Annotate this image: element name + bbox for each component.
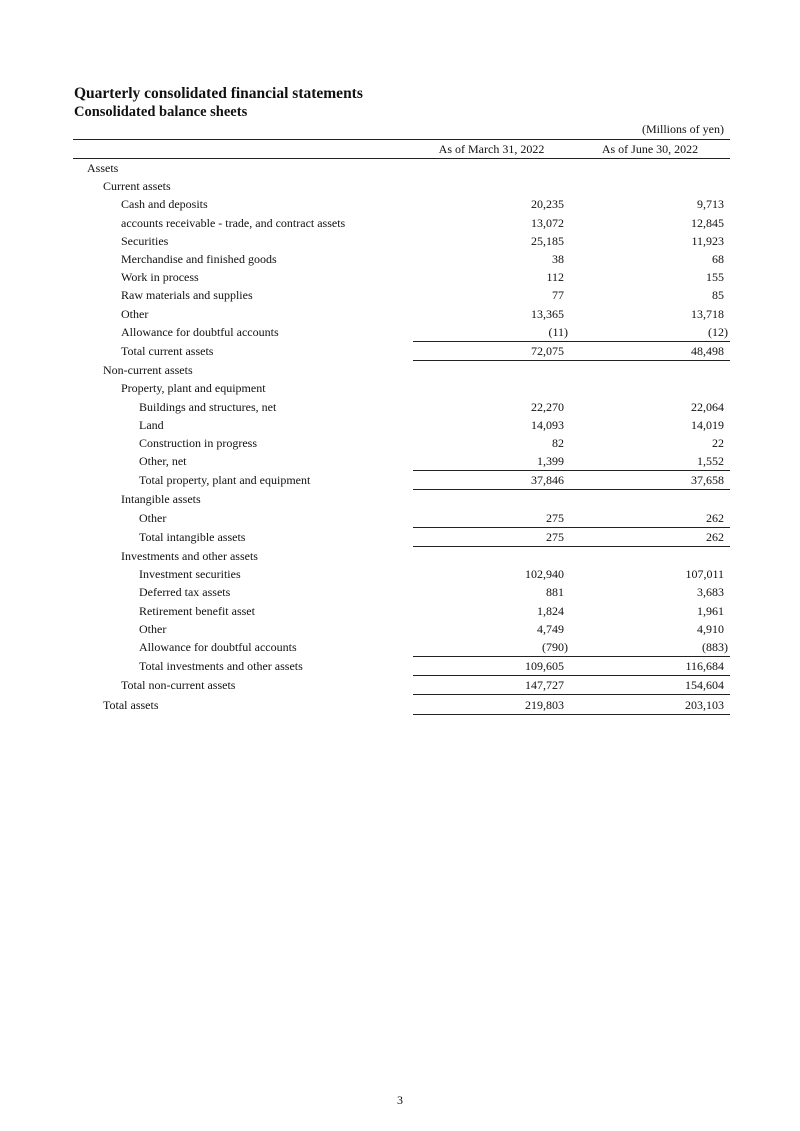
row-label: Total current assets [121,343,214,358]
value-june: 68 [712,252,724,267]
row-label: Non-current assets [103,362,193,377]
row-label: Securities [121,233,169,248]
row-label: Other [139,510,167,525]
table-row [73,602,730,620]
row-label: Deferred tax assets [139,585,231,600]
value-june: (883) [702,639,728,654]
value-march: 109,605 [413,657,570,676]
value-june: 13,718 [691,306,724,321]
value-june: 11,923 [691,233,724,248]
value-june: 12,845 [691,215,724,230]
table-row [73,638,730,657]
column-header-march-2022: As of March 31, 2022 [413,140,570,159]
table-row [73,159,730,178]
value-march [413,361,570,380]
table-row [73,452,730,471]
value-march: 102,940 [525,567,564,582]
value-june [570,361,730,380]
value-june: 14,019 [691,417,724,432]
value-june [570,379,730,397]
value-june: 4,910 [697,621,724,636]
value-june: 262 [706,510,724,525]
row-label: Cash and deposits [121,197,208,212]
row-label: Total non-current assets [121,678,236,693]
table-body [73,159,730,715]
table-row [73,620,730,638]
value-june: 107,011 [685,567,724,582]
row-label: Land [139,417,164,432]
table-row [73,195,730,213]
table-row [73,583,730,601]
row-label: Total intangible assets [139,529,246,544]
value-june [570,546,730,565]
unit-note: (Millions of yen) [642,122,724,136]
table-row [73,214,730,232]
table-row [73,676,730,695]
row-label: Total property, plant and equipment [139,473,311,488]
value-march: 77 [552,288,564,303]
value-june: 262 [570,527,730,546]
row-label: accounts receivable - trade, and contract assets [121,215,346,230]
balance-sheet-table-container [73,139,730,715]
row-label: Merchandise and finished goods [121,252,277,267]
table-row [73,323,730,342]
table-row [73,379,730,397]
value-june: 203,103 [570,695,730,714]
row-label: Construction in progress [139,435,257,450]
value-march [413,490,570,509]
value-march: 219,803 [413,695,570,714]
value-march [413,546,570,565]
value-june: 1,552 [697,454,724,469]
table-header [73,140,730,159]
table-row [73,268,730,286]
value-march: (790) [542,639,568,654]
page-number: 3 [397,1093,403,1107]
page-title: Quarterly consolidated financial statements [74,85,363,102]
table-row [73,305,730,323]
table-row [73,471,730,490]
value-june: (12) [708,324,728,339]
value-march: 25,185 [531,233,564,248]
table-row [73,565,730,583]
table-row [73,509,730,528]
value-march: 275 [413,527,570,546]
row-label: Intangible assets [121,492,201,507]
value-march: 20,235 [531,197,564,212]
value-march: 13,365 [531,306,564,321]
value-march: 38 [552,252,564,267]
value-june: 1,961 [697,603,724,618]
value-march: (11) [548,324,568,339]
table-row [73,695,730,714]
value-june [570,490,730,509]
value-march: 1,824 [537,603,564,618]
table-row [73,397,730,415]
value-march: 82 [552,435,564,450]
table-row [73,546,730,565]
value-march: 4,749 [537,621,564,636]
value-march: 275 [546,510,564,525]
value-june: 155 [706,270,724,285]
column-header-june-2022: As of June 30, 2022 [570,140,730,159]
row-label: Work in process [121,270,199,285]
row-label: Retirement benefit asset [139,603,255,618]
table-row [73,361,730,380]
value-june: 48,498 [570,341,730,360]
row-label: Other, net [139,454,187,469]
row-label: Other [139,621,167,636]
row-label: Other [121,306,149,321]
value-june [570,159,730,178]
row-label: Property, plant and equipment [121,381,266,396]
value-june: 154,604 [570,676,730,695]
value-march [413,379,570,397]
row-label: Buildings and structures, net [139,399,277,414]
table-row [73,286,730,304]
value-march: 22,270 [531,399,564,414]
value-march: 1,399 [537,454,564,469]
column-header-label [73,140,413,159]
table-row [73,657,730,676]
table-row [73,434,730,452]
header-row [73,140,730,159]
value-june: 22,064 [691,399,724,414]
row-label: Total assets [103,697,159,712]
row-label: Allowance for doubtful accounts [139,640,297,655]
table-row [73,416,730,434]
value-june: 3,683 [697,585,724,600]
balance-sheet-table [73,139,730,715]
value-march: 147,727 [413,676,570,695]
value-june: 85 [712,288,724,303]
row-label: Raw materials and supplies [121,288,253,303]
value-march: 14,093 [531,417,564,432]
table-row [73,232,730,250]
value-june: 9,713 [697,197,724,212]
row-label: Allowance for doubtful accounts [121,325,279,340]
table-row [73,527,730,546]
value-march: 37,846 [413,471,570,490]
row-label: Assets [87,161,119,176]
value-march: 881 [546,585,564,600]
value-march [413,159,570,178]
value-march: 112 [546,270,564,285]
row-label: Current assets [103,179,171,194]
value-june: 37,658 [570,471,730,490]
value-march: 72,075 [413,341,570,360]
value-march [413,177,570,195]
value-march: 13,072 [531,215,564,230]
table-row [73,250,730,268]
value-june [570,177,730,195]
row-label: Total investments and other assets [139,659,303,674]
page-subtitle: Consolidated balance sheets [74,104,248,120]
value-june: 22 [712,435,724,450]
row-label: Investments and other assets [121,548,258,563]
table-row [73,177,730,195]
table-row [73,341,730,360]
value-june: 116,684 [570,657,730,676]
table-row [73,490,730,509]
row-label: Investment securities [139,567,241,582]
